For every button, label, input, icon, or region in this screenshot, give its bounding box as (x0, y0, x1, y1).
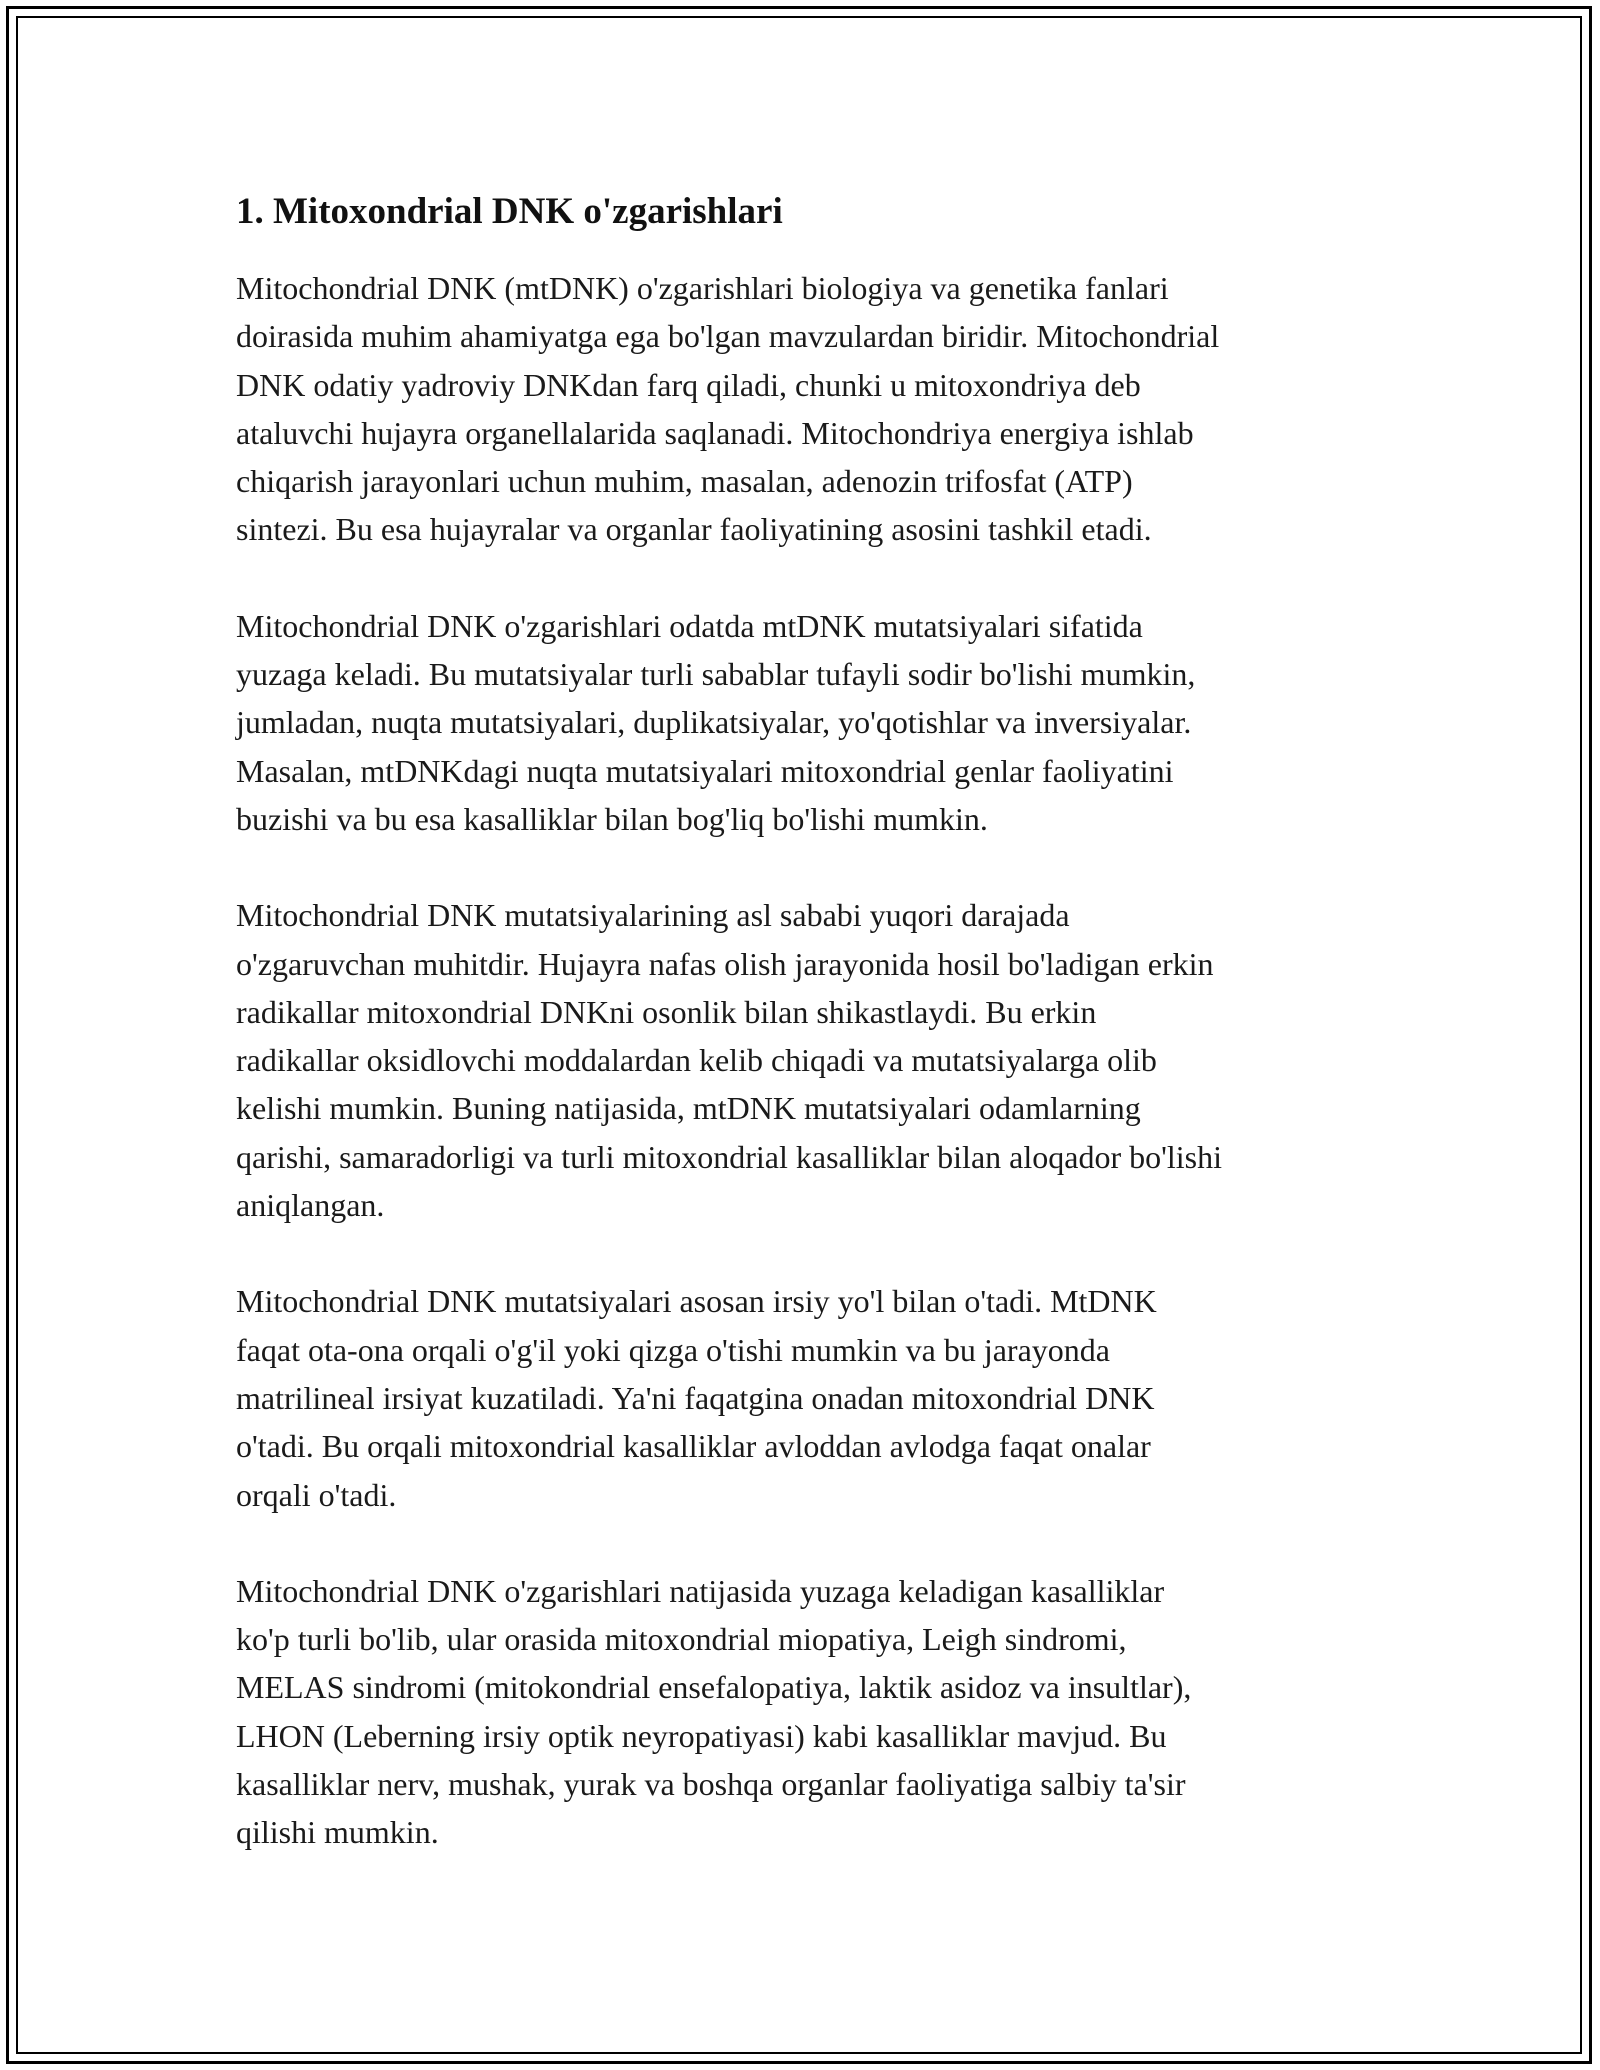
text-line: DNK odatiy yadroviy DNKdan farq qiladi, chunki u mitoxondriya deb (236, 366, 1141, 403)
text-line: orqali o'tadi. (236, 1476, 397, 1513)
text-line: Mitochondrial DNK mutatsiyalarining asl sababi yuqori darajada (236, 897, 1070, 934)
text-line: qilishi mumkin. (236, 1814, 439, 1851)
paragraph (236, 602, 1366, 843)
paragraph (236, 1567, 1366, 1857)
text-line: faqat ota-ona orqali o'g'il yoki qizga o'tishi mumkin va bu jarayonda (236, 1331, 1110, 1368)
text-line: Mitochondrial DNK mutatsiyalari asosan irsiy yo'l bilan o'tadi. MtDNK (236, 1283, 1157, 1320)
text-line: Masalan, mtDNKdagi nuqta mutatsiyalari mitoxondrial genlar faoliyatini (236, 752, 1174, 789)
text-line: MELAS sindromi (mitokondrial ensefalopatiya, laktik asidoz va insultlar), (236, 1669, 1192, 1706)
text-line: sintezi. Bu esa hujayralar va organlar faoliyatining asosini tashkil etadi. (236, 511, 1152, 548)
text-line: Mitochondrial DNK (mtDNK) o'zgarishlari biologiya va genetika fanlari (236, 270, 1169, 306)
text-line: o'zgaruvchan muhitdir. Hujayra nafas olish jarayonida hosil bo'ladigan erkin (236, 945, 1214, 982)
text-line: ataluvchi hujayra organellalarida saqlanadi. Mitochondriya energiya ishlab (236, 414, 1194, 451)
text-line: LHON (Leberning irsiy optik neyropatiyasi) kabi kasalliklar mavjud. Bu (236, 1717, 1167, 1754)
text-line: doirasida muhim ahamiyatga ega bo'lgan mavzulardan biridir. Mitochondrial (236, 318, 1220, 355)
text-line: radikallar oksidlovchi moddalardan kelib chiqadi va mutatsiyalarga olib (236, 1042, 1157, 1079)
text-line: Mitochondrial DNK o'zgarishlari odatda mtDNK mutatsiyalari sifatida (236, 607, 1143, 644)
text-line: aniqlangan. (236, 1187, 385, 1224)
document-body (236, 188, 1366, 1857)
text-line: kasalliklar nerv, mushak, yurak va boshqa organlar faoliyatiga salbiy ta'sir (236, 1766, 1186, 1803)
paragraph (236, 264, 1366, 554)
text-line: chiqarish jarayonlari uchun muhim, masalan, adenozin trifosfat (ATP) (236, 463, 1133, 500)
text-line: matrilineal irsiyat kuzatiladi. Ya'ni faqatgina onadan mitoxondrial DNK (236, 1379, 1155, 1416)
paragraph (236, 1277, 1366, 1518)
text-line: yuzaga keladi. Bu mutatsiyalar turli sabablar tufayli sodir bo'lishi mumkin, (236, 656, 1196, 693)
paragraph (236, 891, 1366, 1229)
text-line: qarishi, samaradorligi va turli mitoxondrial kasalliklar bilan aloqador bo'lishi (236, 1138, 1222, 1175)
text-line: o'tadi. Bu orqali mitoxondrial kasalliklar avloddan avlodga faqat onalar (236, 1428, 1151, 1465)
text-line: radikallar mitoxondrial DNKni osonlik bilan shikastlaydi. Bu erkin (236, 993, 1097, 1030)
text-line: kelishi mumkin. Buning natijasida, mtDNK mutatsiyalari odamlarning (236, 1090, 1141, 1127)
text-line: Mitochondrial DNK o'zgarishlari natijasida yuzaga keladigan kasalliklar (236, 1572, 1165, 1609)
text-line: ko'p turli bo'lib, ular orasida mitoxondrial miopatiya, Leigh sindromi, (236, 1621, 1127, 1658)
text-line: jumladan, nuqta mutatsiyalari, duplikatsiyalar, yo'qotishlar va inversiyalar. (236, 704, 1192, 741)
page-title: 1. Mitoxondrial DNK o'zgarishlari (236, 191, 783, 232)
text-line: buzishi va bu esa kasalliklar bilan bog'liq bo'lishi mumkin. (236, 800, 988, 837)
